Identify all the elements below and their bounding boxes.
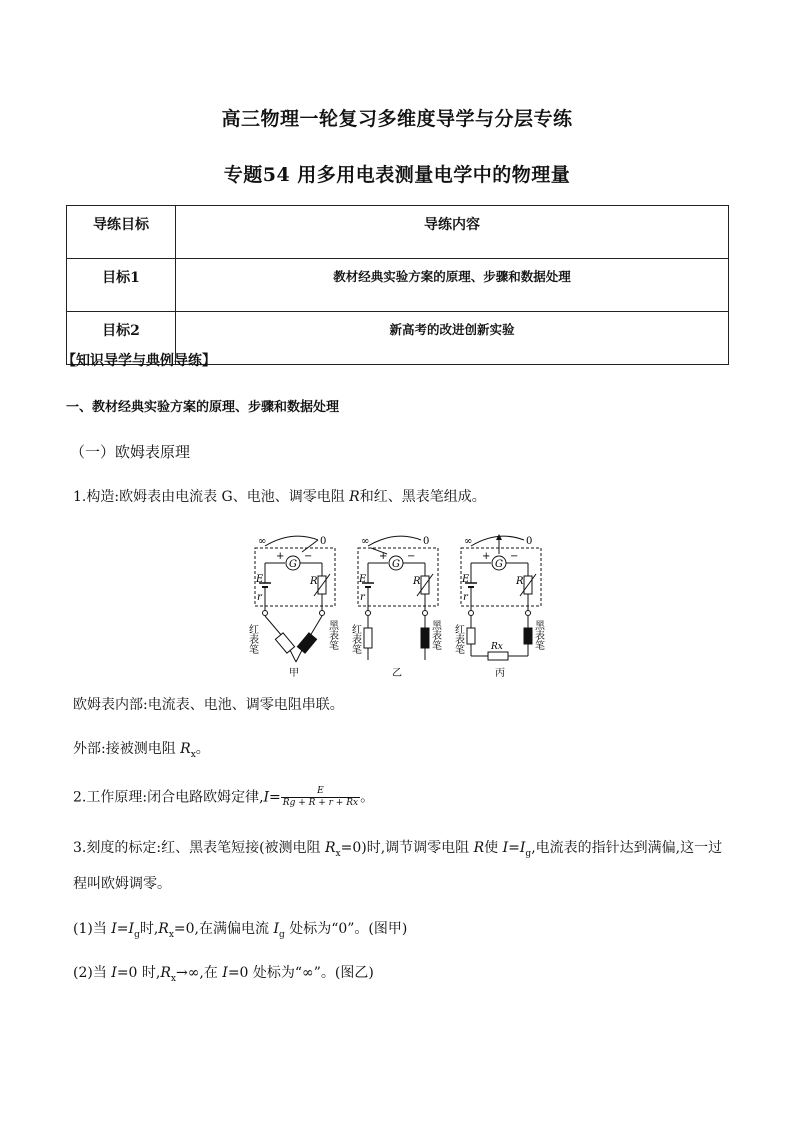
formula-denominator: Rg + R + r + Rx bbox=[282, 798, 359, 808]
minus-label: − bbox=[510, 551, 519, 562]
black-pen-label: 黑表笔 bbox=[532, 620, 544, 650]
case-1-text-4: 处标为“0”。(图甲) bbox=[284, 921, 408, 937]
table-cell-goal: 目标2 bbox=[67, 312, 176, 365]
rx-sub: x bbox=[335, 848, 341, 859]
item-3-text-4: ,电流表的指针达到满偏,这一过程叫欧姆调零。 bbox=[73, 840, 723, 892]
zero-label: 0 bbox=[526, 536, 533, 547]
rx-sub: x bbox=[168, 929, 174, 940]
current-eq: I=I bbox=[111, 921, 135, 937]
resistor-label: R bbox=[310, 576, 318, 587]
current-var: I bbox=[111, 965, 117, 981]
black-pen-label: 黑表笔 bbox=[429, 620, 441, 650]
internal-r-label: r bbox=[257, 592, 262, 603]
item-1-text: 1.构造:欧姆表由电流表 G、电池、调零电阻 bbox=[73, 489, 350, 505]
table-header-content: 导练内容 bbox=[176, 206, 729, 259]
section-heading: 【知识导学与典例导练】 bbox=[62, 353, 216, 369]
current-var: I bbox=[222, 965, 228, 981]
zero-label: 0 bbox=[320, 536, 327, 547]
emf-label: E bbox=[462, 574, 470, 585]
ohmmeter-circuit-figure bbox=[240, 528, 550, 678]
panel-bing bbox=[453, 534, 545, 678]
resistor-label: R bbox=[413, 576, 421, 587]
zero-label: 0 bbox=[423, 536, 430, 547]
caption-bing: 丙 bbox=[495, 668, 505, 678]
topic-title: 专题54 用多用电表测量电学中的物理量 bbox=[223, 164, 571, 186]
rx-sub: x bbox=[170, 973, 176, 984]
external-description bbox=[73, 738, 210, 760]
case-1-text-2: 时, bbox=[139, 921, 159, 937]
table-row bbox=[67, 259, 729, 312]
infinity-label: ∞ bbox=[464, 536, 473, 547]
external-text: 外部:接被测电阻 bbox=[73, 741, 181, 757]
case-2-text-3: →∞,在 bbox=[175, 965, 223, 981]
item-3-calibration bbox=[73, 833, 733, 899]
red-pen-label: 红表笔 bbox=[349, 624, 361, 654]
r-var: R bbox=[473, 840, 485, 856]
goal-table bbox=[66, 205, 729, 365]
red-pen-label: 红表笔 bbox=[452, 624, 464, 654]
internal-r-label: r bbox=[463, 592, 468, 603]
infinity-label: ∞ bbox=[361, 536, 370, 547]
rx-var: R bbox=[325, 840, 336, 856]
item-2-principle bbox=[73, 786, 374, 809]
item-3-text-2: =0)时,调节调零电阻 bbox=[340, 840, 474, 856]
emf-label: E bbox=[256, 574, 264, 585]
plus-label: + bbox=[482, 551, 491, 562]
rx-var: R bbox=[158, 921, 169, 937]
item-3-text-1: 3.刻度的标定:红、黑表笔短接(被测电阻 bbox=[73, 840, 325, 856]
plus-label: + bbox=[276, 551, 285, 562]
case-2-text-2: =0 时, bbox=[116, 965, 161, 981]
panel-yi bbox=[350, 536, 442, 678]
current-formula bbox=[281, 786, 360, 809]
rx-sub: x bbox=[190, 749, 196, 760]
table-cell-goal: 目标1 bbox=[67, 259, 176, 312]
g-sub: g bbox=[525, 848, 532, 859]
internal-description: 欧姆表内部:电流表、电池、调零电阻串联。 bbox=[73, 697, 344, 713]
case-1-text-3: =0,在满偏电流 bbox=[173, 921, 274, 937]
rx-var: R bbox=[180, 741, 191, 757]
case-2-text-1: (2)当 bbox=[73, 965, 112, 981]
minus-label: − bbox=[304, 551, 313, 562]
ig-var: I bbox=[273, 921, 279, 937]
galvanometer-label: G bbox=[495, 559, 503, 570]
minus-label: − bbox=[407, 551, 416, 562]
plus-label: + bbox=[379, 551, 388, 562]
caption-jia: 甲 bbox=[289, 668, 299, 678]
item-1-suffix: 和红、黑表笔组成。 bbox=[359, 489, 486, 505]
black-pen-label: 黑表笔 bbox=[326, 620, 338, 650]
table-cell-content: 教材经典实验方案的原理、步骤和数据处理 bbox=[176, 259, 729, 312]
case-1-text-1: (1)当 bbox=[73, 921, 112, 937]
infinity-label: ∞ bbox=[258, 536, 267, 547]
item-2-end: 。 bbox=[360, 789, 375, 806]
caption-yi: 乙 bbox=[392, 668, 402, 678]
part1-heading: 一、教材经典实验方案的原理、步骤和数据处理 bbox=[66, 400, 340, 415]
resistor-var: R bbox=[349, 489, 360, 505]
document-title: 高三物理一轮复习多维度导学与分层专练 bbox=[221, 108, 573, 130]
formula-numerator: E bbox=[281, 786, 360, 798]
internal-r-label: r bbox=[360, 592, 365, 603]
case-2 bbox=[73, 962, 374, 984]
galvanometer-label: G bbox=[392, 559, 400, 570]
case-1 bbox=[73, 918, 407, 940]
subsection-heading: （一）欧姆表原理 bbox=[70, 443, 191, 461]
case-2-text-4: =0 处标为“∞”。(图乙) bbox=[227, 965, 374, 981]
rx-label: Rx bbox=[491, 642, 503, 652]
galvanometer-label: G bbox=[289, 559, 297, 570]
rx-var: R bbox=[160, 965, 171, 981]
item-1-construction bbox=[73, 486, 486, 506]
red-pen-label: 红表笔 bbox=[246, 624, 258, 654]
resistor-label: R bbox=[516, 576, 524, 587]
item-3-text-3: 使 bbox=[484, 840, 503, 856]
external-end: 。 bbox=[195, 741, 210, 757]
current-eq: I=I bbox=[502, 840, 526, 856]
current-var: I= bbox=[263, 789, 281, 806]
item-2-text: 2.工作原理:闭合电路欧姆定律, bbox=[73, 789, 264, 806]
emf-label: E bbox=[359, 574, 367, 585]
table-cell-content: 新高考的改进创新实验 bbox=[176, 312, 729, 365]
g-sub: g bbox=[279, 929, 285, 940]
panel-jia bbox=[247, 536, 339, 678]
g-sub: g bbox=[134, 929, 140, 940]
table-header-row bbox=[67, 206, 729, 259]
table-header-goal: 导练目标 bbox=[67, 206, 176, 259]
